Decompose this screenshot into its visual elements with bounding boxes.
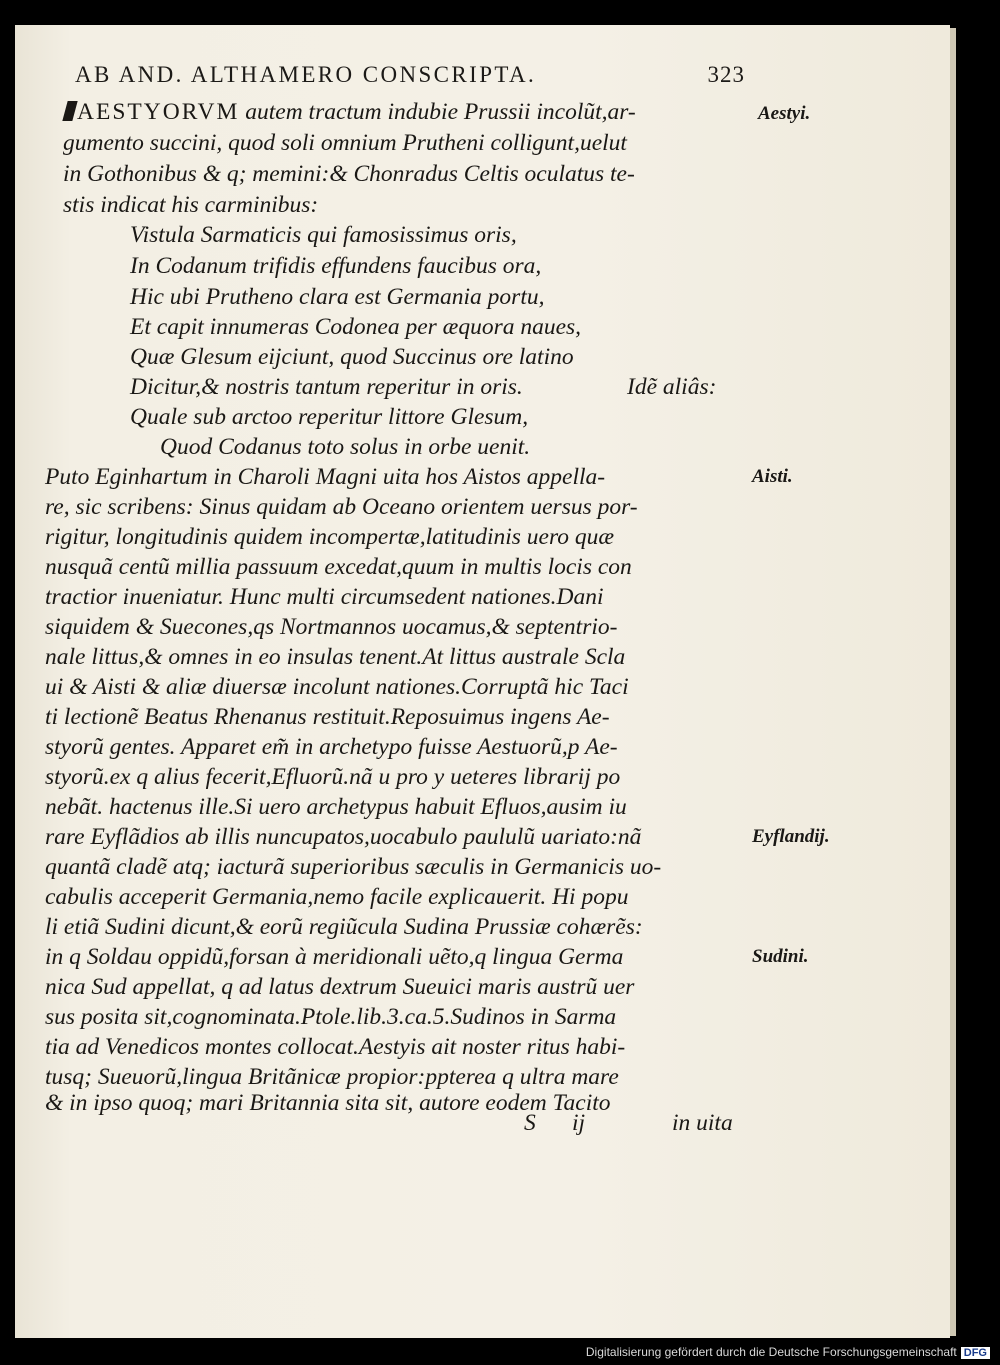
text-line: tractior inueniatur. Hunc multi circumsedent nationes.Dani	[45, 584, 604, 610]
text-line: li etiã Sudini dicunt,& eorũ regiũcula Sudina Prussiæ cohærẽs:	[45, 914, 643, 940]
marginal-note: Eyflandij.	[752, 826, 830, 847]
verse-line: In Codanum trifidis effundens faucibus ora,	[130, 253, 542, 279]
verse-line: Hic ubi Prutheno clara est Germania portu,	[130, 284, 545, 310]
signature-mark: S	[524, 1110, 536, 1136]
text-line: sus posita sit,cognominata.Ptole.lib.3.ca.5.Sudinos in Sarma	[45, 1004, 617, 1030]
verse-line: Quæ Glesum eijciunt, quod Succinus ore latino	[130, 344, 574, 370]
running-head-title: AB AND. ALTHAMERO CONSCRIPTA.	[75, 62, 537, 87]
verse-note: Idẽ aliâs:	[627, 374, 717, 400]
text-line: in Gothonibus & q; memini:& Chonradus Celtis oculatus te-	[63, 161, 635, 187]
text-line: styorũ.ex q alius fecerit,Efluorũ.nã u pro y ueteres librarij po	[45, 764, 621, 790]
text-line: nale littus,& omnes in eo insulas tenent.At littus australe Scla	[45, 644, 626, 670]
verse-line: Dicitur,& nostris tantum reperitur in oris.	[130, 374, 523, 400]
verse-line: Et capit innumeras Codonea per æquora naues,	[130, 314, 582, 340]
text-line: tia ad Venedicos montes collocat.Aestyis ait noster ritus habi-	[45, 1034, 626, 1060]
verse-line: Quod Codanus toto solus in orbe uenit.	[160, 434, 531, 460]
page-edge	[950, 28, 956, 1336]
text-line: nica Sud appellat, q ad latus dextrum Sueuici maris austrũ uer	[45, 974, 635, 1000]
marginal-note: Aisti.	[752, 466, 793, 487]
text-line: rare Eyflãdios ab illis nuncupatos,uocabulo paululũ uariato:nã	[45, 824, 642, 850]
text-line: tusq; Sueuorũ,lingua Britãnicæ propior:ppterea q ultra mare	[45, 1064, 619, 1090]
dfg-badge: DFG	[961, 1347, 990, 1359]
text-line: gumento succini, quod soli omnium Prutheni colligunt,uelut	[63, 130, 627, 156]
digitization-footer	[586, 1345, 990, 1359]
text-line: stis indicat his carminibus:	[63, 192, 319, 218]
text-line: ti lectionẽ Beatus Rhenanus restituit.Reposuimus ingens Ae-	[45, 704, 610, 730]
verse-line: Quale sub arctoo reperitur littore Glesum,	[130, 404, 529, 430]
text-line: re, sic scribens: Sinus quidam ab Oceano orientem uersus por-	[45, 494, 638, 520]
text-line: siquidem & Suecones,qs Nortmannos uocamus,& septentrio-	[45, 614, 618, 640]
text-line: rigitur, longitudinis quidem incompertæ,latitudinis uero quæ	[45, 524, 615, 550]
page-number: 323	[707, 62, 745, 87]
text-line: cabulis acceperit Germania,nemo facile explicauerit. Hi popu	[45, 884, 629, 910]
signature-number: ij	[572, 1110, 586, 1136]
text-line: nebãt. hactenus ille.Si uero archetypus habuit Efluos,ausim iu	[45, 794, 627, 820]
text-line: ui & Aisti & aliæ diuersæ incolunt nationes.Corruptã hic Taci	[45, 674, 629, 700]
running-head	[75, 62, 745, 88]
text-line	[65, 101, 636, 125]
drop-word: AESTYORVM	[65, 99, 239, 125]
marginal-note: Sudini.	[752, 946, 809, 967]
footer-text: Digitalisierung gefördert durch die Deutsche Forschungsgemeinschaft	[585, 1345, 957, 1359]
text-line: nusquã centũ millia passuum excedat,quum in multis locis con	[45, 554, 632, 580]
text-line: styorũ gentes. Apparet em̃ in archetypo fuisse Aestuorũ,p Ae-	[45, 734, 618, 760]
marginal-note: Aestyi.	[758, 103, 811, 124]
text-line: quantã cladẽ atq; iacturã superioribus sæculis in Germanicis uo-	[45, 854, 662, 880]
line-text: autem tractum indubie Prussii incolũt,ar-	[245, 99, 636, 125]
catchword: in uita	[672, 1110, 733, 1136]
text-line: Puto Eginhartum in Charoli Magni uita hos Aistos appella-	[45, 464, 606, 490]
paragraph-mark	[62, 101, 77, 121]
text-line: in q Soldau oppidũ,forsan à meridionali uẽto,q lingua Germa	[45, 944, 624, 970]
text-line: & in ipso quoq; mari Britannia sita sit, autore eodem Tacito	[45, 1090, 611, 1116]
verse-line: Vistula Sarmaticis qui famosissimus oris,	[130, 222, 517, 248]
